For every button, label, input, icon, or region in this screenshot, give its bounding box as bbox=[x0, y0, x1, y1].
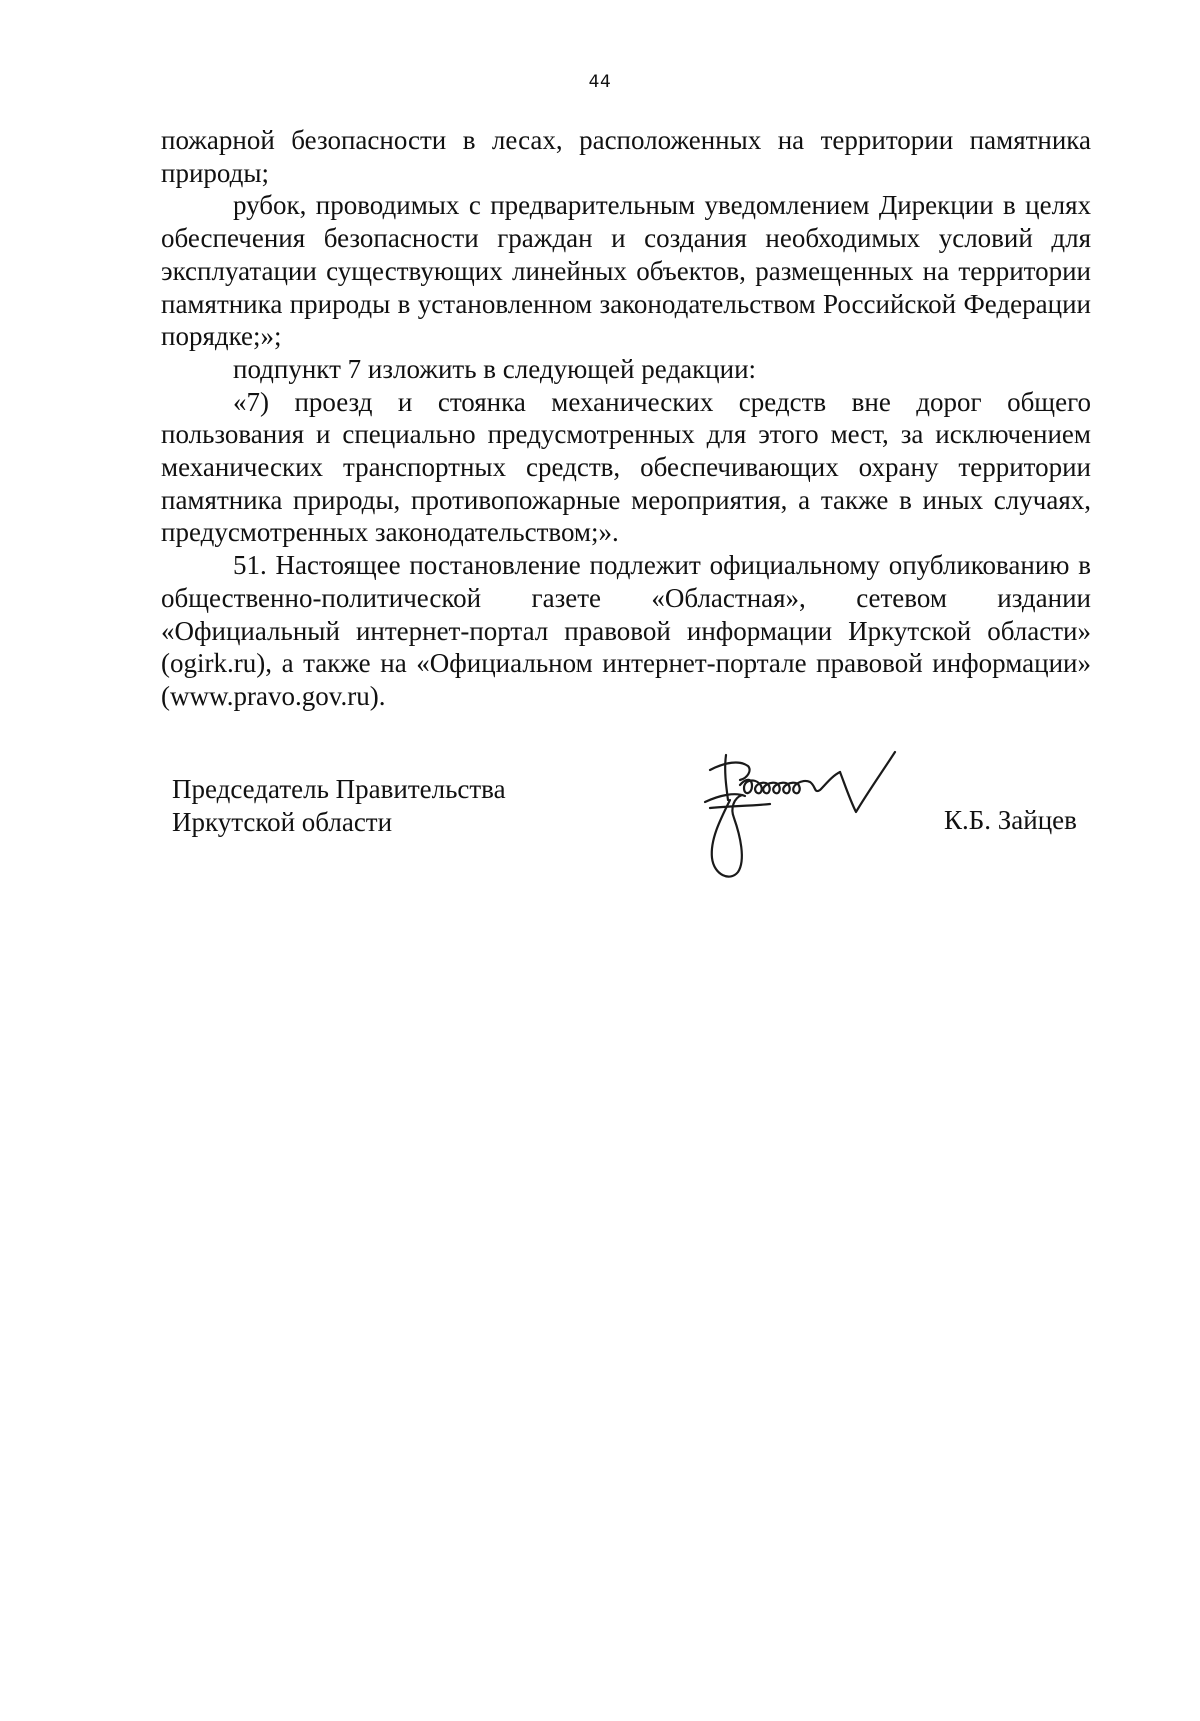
paragraph-fire-safety: пожарной безопасности в лесах, расположенных на территории памятника природы; bbox=[161, 125, 1091, 188]
signatory-title-line2: Иркутской области bbox=[172, 806, 393, 837]
handwritten-signature bbox=[690, 740, 940, 890]
paragraph-logging: рубок, проводимых с предварительным уведомлением Дирекции в целях обеспечения безопасности граждан и создания необходимых условий для эксплуатации существующих линейных объектов, размещенных на территории памятника природы в установленном законодательством Российской Федерации порядке;»; bbox=[161, 190, 1091, 352]
signatory-name: К.Б. Зайцев bbox=[944, 805, 1077, 835]
page-number: 44 bbox=[588, 72, 612, 92]
signatory-title bbox=[172, 773, 506, 838]
signatory-title-line1: Председатель Правительства bbox=[172, 774, 506, 804]
paragraph-publication: 51. Настоящее постановление подлежит официальному опубликованию в общественно-политической газете «Областная», сетевом издании «Официальный интернет-портал правовой информации Иркутской области» (ogirk.ru), а также на «Официальном интернет-портале правовой информации» (www.pravo.gov.ru). bbox=[161, 550, 1091, 711]
paragraph-item-7-text: «7) проезд и стоянка механических средств вне дорог общего пользования и специально предусмотренных для этого мест, за исключением механических транспортных средств, обеспечивающих охрану территории памятника природы, противопожарные мероприятия, а также в иных случаях, предусмотренных законодательством;». bbox=[161, 386, 1091, 548]
document-body bbox=[161, 124, 1091, 713]
paragraph-subitem-7: подпункт 7 изложить в следующей редакции: bbox=[233, 353, 757, 384]
